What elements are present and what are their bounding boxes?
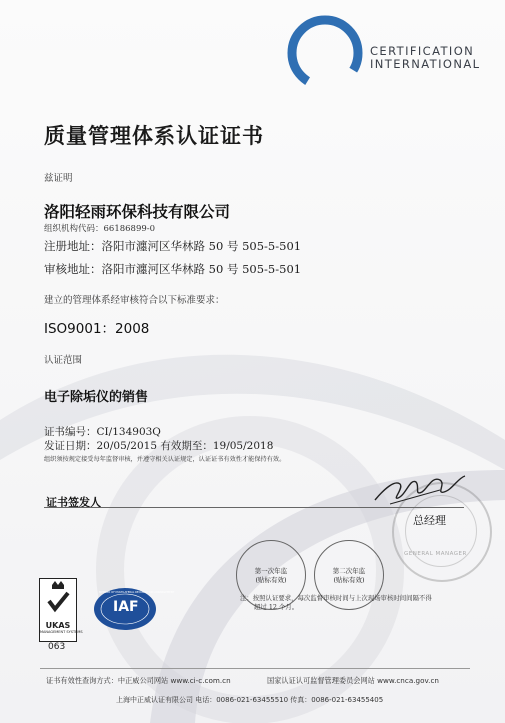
ukas-number: 063: [48, 642, 66, 652]
seal-text: GENERAL MANAGER: [404, 551, 467, 557]
iaf-ring-text: MEMBER OF MULTILATERAL RECOGNITION ARRANGEMENT: [99, 591, 175, 594]
audit-address: 审核地址：洛阳市瀍河区华林路 50 号 505-5-501: [44, 262, 302, 276]
brand-line-2: INTERNATIONAL: [370, 57, 481, 71]
first-audit-note: (贴标有效): [255, 576, 287, 584]
first-audit-label: 第一次年监: [254, 567, 288, 575]
certification-scope: 电子除垢仪的销售: [44, 390, 149, 405]
audit-note: 注：按照认证要求，每次监督审核时间与上次现场审核时间间隔不得: [240, 594, 432, 602]
footer-query-right: 国家认证认可监督管理委员会网站 www.cnca.gov.cn: [267, 676, 439, 685]
org-code: 组织机构代码：66186899-0: [44, 224, 156, 234]
ukas-crown-tick-icon: [40, 579, 76, 619]
general-manager-title: 总经理: [413, 514, 446, 527]
audit-note-2: 超过 12 个月。: [254, 603, 299, 611]
scope-label: 认证范围: [44, 355, 83, 366]
ukas-badge: [39, 578, 83, 642]
brand-line-1: CERTIFICATION: [370, 44, 475, 58]
registered-address: 注册地址：洛阳市瀍河区华林路 50 号 505-5-501: [44, 239, 302, 253]
ukas-sub: MANAGEMENT SYSTEMS: [40, 630, 83, 634]
company-name: 洛阳轻雨环保科技有限公司: [44, 202, 231, 221]
ukas-label: UKAS: [45, 621, 71, 630]
standard-name: ISO9001：2008: [44, 321, 150, 337]
footer-query-left: 证书有效性查询方式：中正威公司网站 www.ci-c.com.cn: [46, 676, 231, 685]
certificate-dates: 发证日期：20/05/2015 有效期至：19/05/2018: [44, 440, 274, 452]
certificate-number: 证书编号：CI/134903Q: [44, 426, 161, 438]
second-audit-note: (贴标有效): [333, 576, 365, 584]
conformity-statement: 建立的管理体系经审核符合以下标准要求：: [44, 295, 225, 306]
signer-label: 证书签发人: [46, 496, 101, 509]
certificate-title: 质量管理体系认证证书: [44, 123, 264, 148]
footer-company: 上海中正威认证有限公司 电话：0086-021-63455510 传真：0086-021-63455405: [116, 696, 384, 704]
footer-divider: [40, 668, 470, 669]
validity-note: 组织须按规定接受每年监督审核，并遵守相关认证规定，认证证书有效性才能保持有效。: [44, 456, 286, 463]
certification-logo-icon: [282, 10, 368, 96]
handwritten-signature-icon: [370, 470, 470, 510]
certify-label: 兹证明: [44, 173, 73, 184]
second-audit-label: 第二次年监: [332, 567, 366, 575]
iaf-label: IAF: [113, 599, 139, 615]
